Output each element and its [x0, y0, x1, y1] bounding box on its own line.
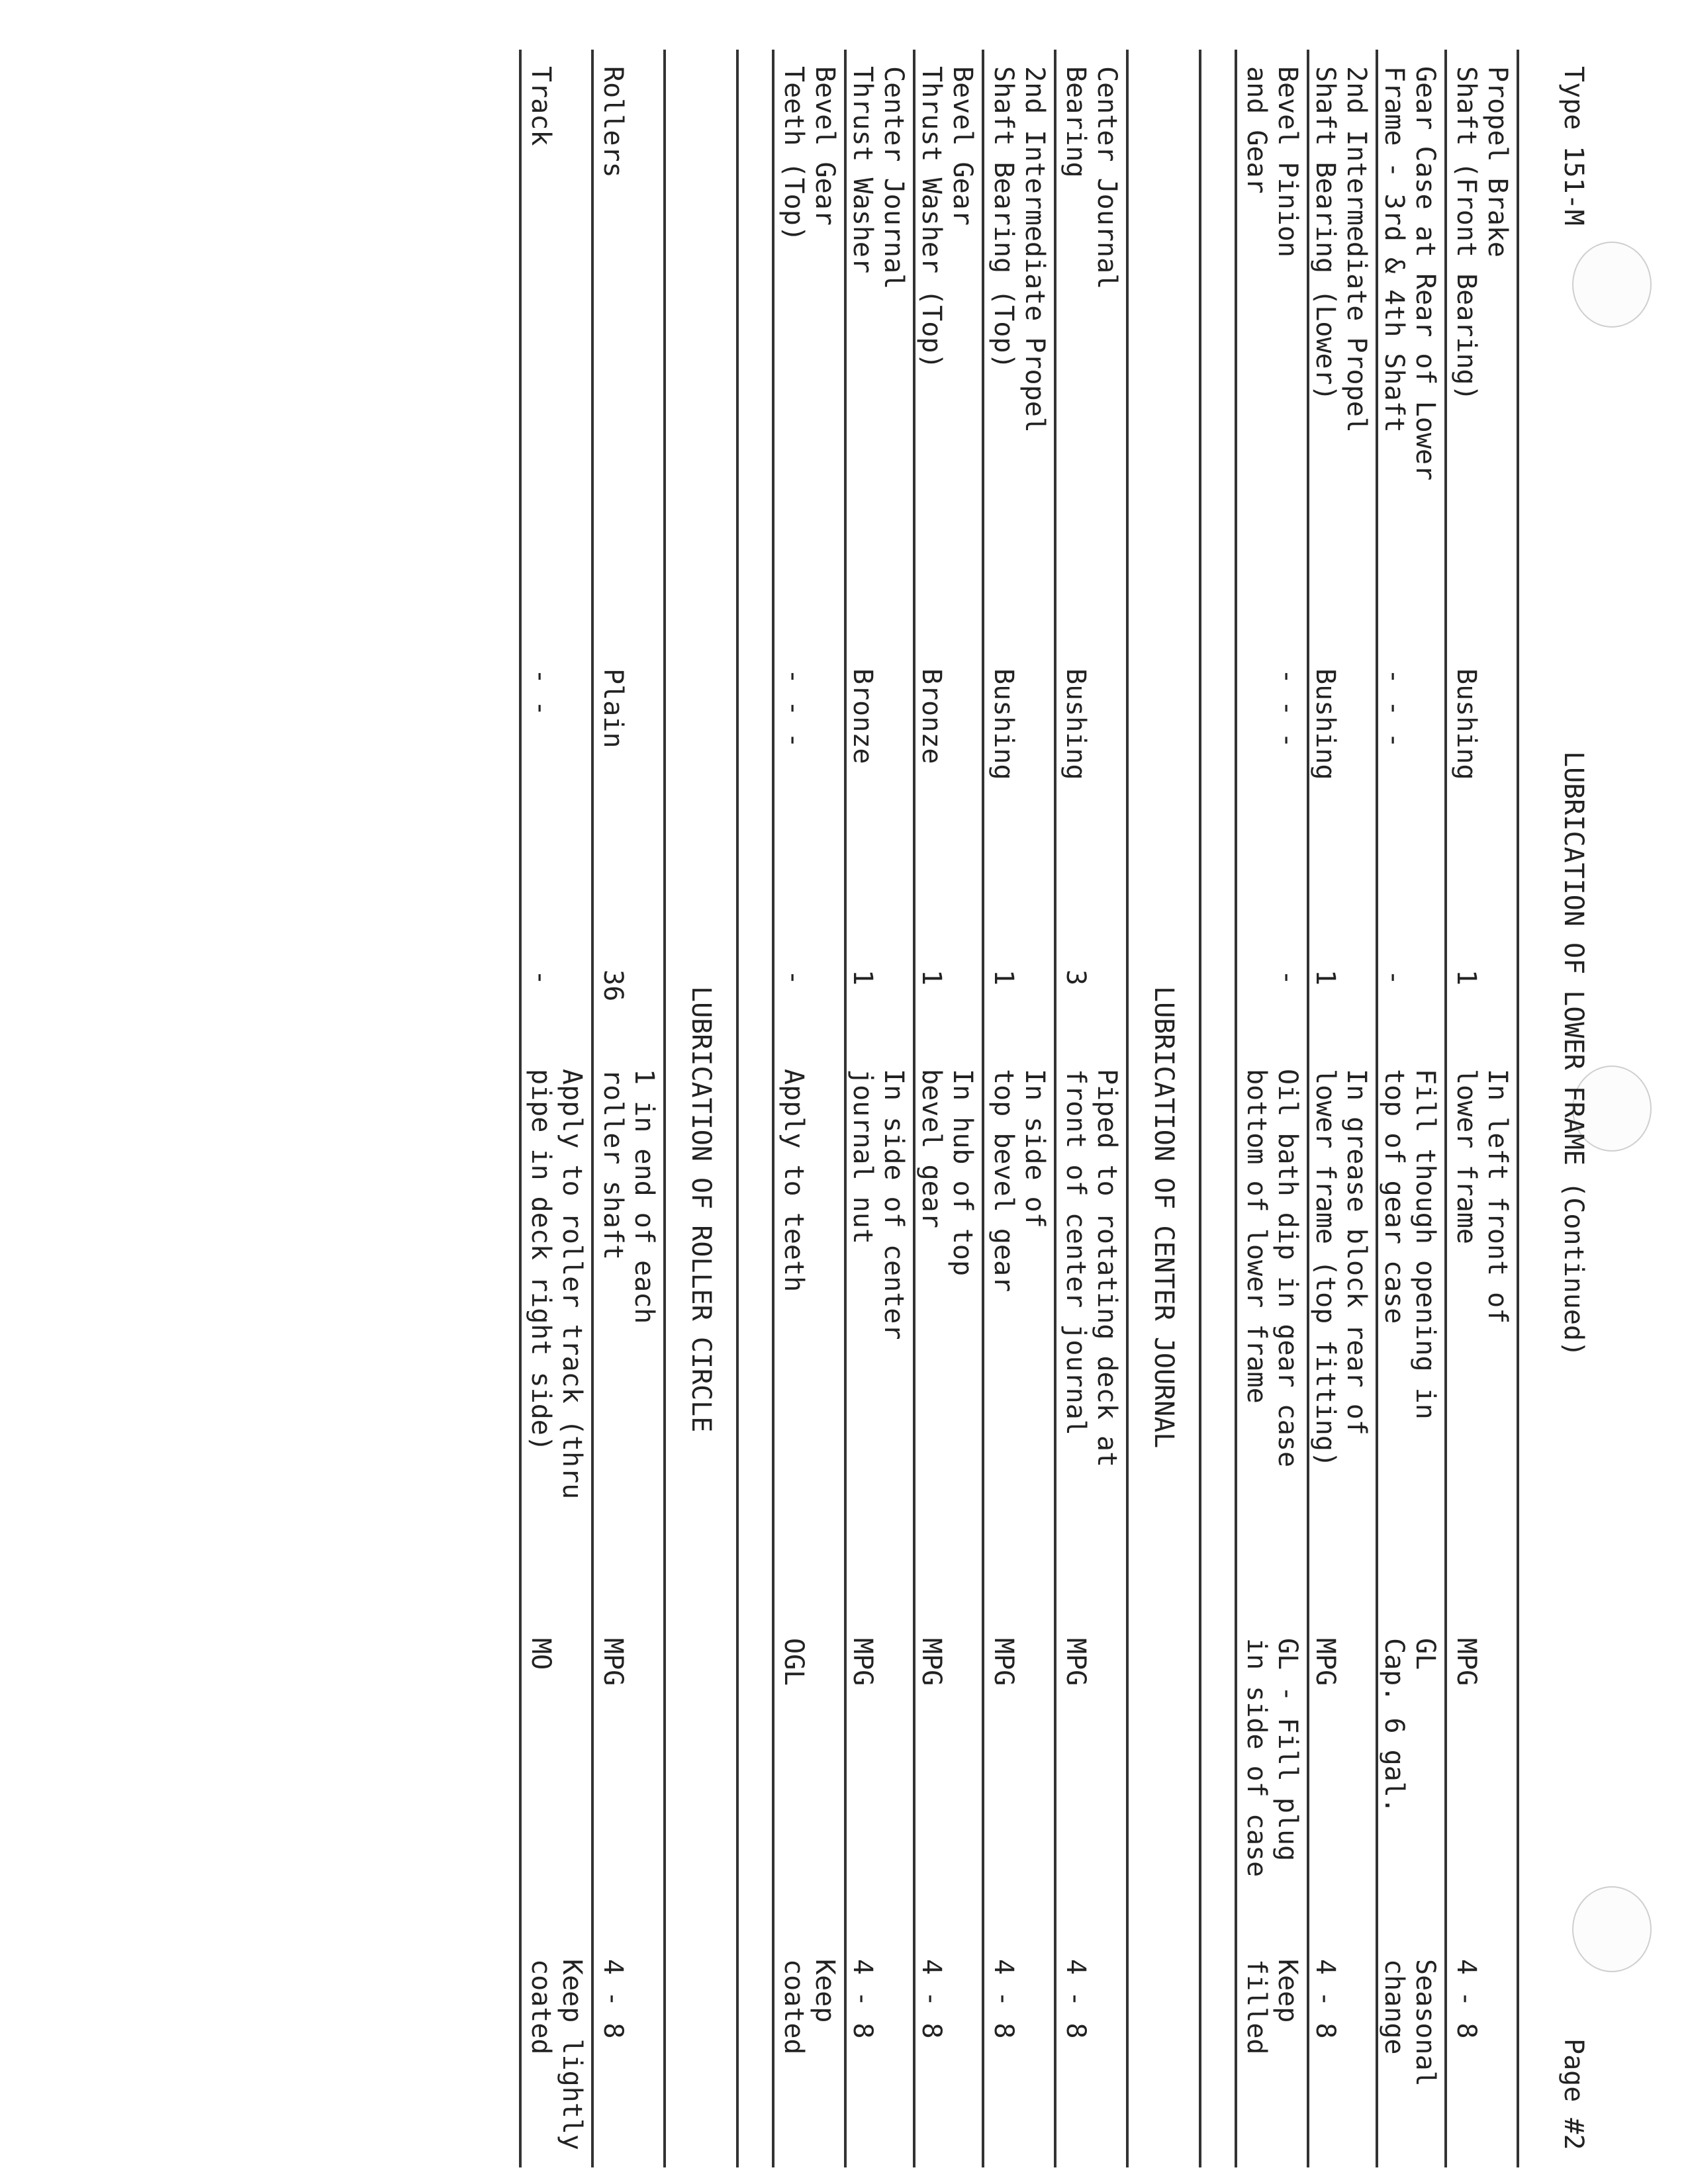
lube-point-cell: In side of center journal nut: [847, 1069, 909, 1340]
section-roller-circle: [519, 50, 739, 2167]
section-title: LUBRICATION OF CENTER JOURNAL: [1126, 50, 1199, 2167]
table-row: [1444, 50, 1517, 2167]
lubricant-cell: MPG: [916, 1638, 947, 1686]
table-row: [591, 50, 663, 2167]
lube-point-cell: In side of top bevel gear: [988, 1069, 1050, 1293]
interval-cell: Keep lightly coated: [526, 1959, 587, 2150]
lubricant-cell: MPG: [1060, 1638, 1091, 1686]
interval-cell: 4 - 8: [1310, 1959, 1340, 2039]
lube-point-cell: Oil bath dip in gear case bottom of lower frame: [1241, 1069, 1303, 1468]
number-cell: 3: [1060, 970, 1091, 986]
number-cell: -: [1379, 970, 1409, 986]
table-row: [772, 50, 844, 2167]
lubricant-cell: MPG: [1451, 1638, 1481, 1686]
table-row: [844, 50, 913, 2167]
table-row: [1054, 50, 1126, 2167]
section-lower-frame: [1235, 50, 1519, 2167]
part-cell: Track: [526, 66, 556, 146]
interval-cell: 4 - 8: [1451, 1959, 1481, 2039]
page-content: [519, 50, 1589, 2167]
part-cell: Center Journal Bearing: [1060, 66, 1122, 290]
table-row: [1376, 50, 1444, 2167]
bearing-cell: Bushing: [988, 668, 1019, 780]
lube-point-cell: Apply to teeth: [778, 1069, 809, 1293]
page-number: Page #2: [1558, 2038, 1589, 2150]
interval-cell: 4 - 8: [1060, 1959, 1091, 2039]
interval-cell: Keep filled: [1241, 1959, 1303, 2055]
section-title: LUBRICATION OF ROLLER CIRCLE: [663, 50, 736, 2167]
part-cell: Gear Case at Rear of Lower Frame - 3rd & 4th Shaft: [1379, 66, 1440, 481]
lubricant-cell: MPG: [988, 1638, 1019, 1686]
table-row: [519, 50, 591, 2167]
table-row: [982, 50, 1054, 2167]
interval-cell: Seasonal change: [1379, 1959, 1440, 2087]
part-cell: 2nd Intermediate Propel Shaft Bearing (Lower): [1310, 66, 1372, 433]
lube-point-cell: In left front of lower frame: [1451, 1069, 1513, 1324]
page-title: LUBRICATION OF LOWER FRAME (Continued): [1558, 751, 1589, 1357]
bearing-cell: Bushing: [1310, 668, 1340, 780]
lube-point-cell: Apply to roller track (thru pipe in deck right side): [526, 1069, 587, 1500]
lube-point-cell: Fill though opening in top of gear case: [1379, 1069, 1440, 1420]
part-cell: Bevel Gear Thrust Washer (Top): [916, 66, 978, 369]
interval-cell: 4 - 8: [598, 1959, 628, 2039]
number-cell: 1: [847, 970, 878, 986]
part-cell: 2nd Intermediate Propel Shaft Bearing (Top): [988, 66, 1050, 433]
bearing-cell: Bushing: [1060, 668, 1091, 780]
bearing-cell: Bronze: [916, 668, 947, 764]
table-row: [913, 50, 982, 2167]
lube-point-cell: 1 in end of each roller shaft: [598, 1069, 659, 1324]
bearing-cell: - - -: [778, 668, 809, 749]
number-cell: 1: [988, 970, 1019, 986]
lubricant-cell: MPG: [598, 1638, 628, 1686]
table-row: [1307, 50, 1376, 2167]
type-label: Type 151-M: [1558, 66, 1589, 226]
section-center-journal: [772, 50, 1201, 2167]
bearing-cell: - - -: [1379, 668, 1409, 749]
interval-cell: 4 - 8: [988, 1959, 1019, 2039]
part-cell: Propel Brake Shaft (Front Bearing): [1451, 66, 1513, 401]
lubricant-cell: MPG: [1310, 1638, 1340, 1686]
number-cell: 1: [1310, 970, 1340, 986]
lube-point-cell: In grease block rear of lower frame (top fitting): [1310, 1069, 1372, 1468]
bearing-cell: Bronze: [847, 668, 878, 764]
part-cell: Bevel Pinion and Gear: [1241, 66, 1303, 257]
lubricant-cell: OGL: [778, 1638, 809, 1686]
part-cell: Center Journal Thrust Washer: [847, 66, 909, 290]
interval-cell: 4 - 8: [847, 1959, 878, 2039]
lubricant-cell: MPG: [847, 1638, 878, 1686]
bearing-cell: Plain: [598, 668, 628, 749]
interval-cell: Keep coated: [778, 1959, 840, 2055]
interval-cell: 4 - 8: [916, 1959, 947, 2039]
bearing-cell: Bushing: [1451, 668, 1481, 780]
part-cell: Rollers: [598, 66, 628, 178]
number-cell: -: [1272, 970, 1303, 986]
number-cell: -: [778, 970, 809, 986]
number-cell: 1: [1451, 970, 1481, 986]
lubricant-cell: MO: [526, 1638, 556, 1670]
number-cell: 36: [598, 970, 628, 1002]
lube-point-cell: Piped to rotating deck at front of center journal: [1060, 1069, 1122, 1468]
bearing-cell: - -: [526, 668, 556, 717]
bearing-cell: - - -: [1272, 668, 1303, 749]
lube-point-cell: In hub of top bevel gear: [916, 1069, 978, 1277]
number-cell: -: [526, 970, 556, 986]
number-cell: 1: [916, 970, 947, 986]
lubricant-cell: GL - Fill plug in side of case: [1241, 1638, 1303, 1878]
table-row: [1235, 50, 1307, 2167]
page-header: [1519, 50, 1589, 2167]
lubricant-cell: GL Cap. 6 gal.: [1379, 1638, 1440, 1813]
part-cell: Bevel Gear Teeth (Top): [778, 66, 840, 242]
